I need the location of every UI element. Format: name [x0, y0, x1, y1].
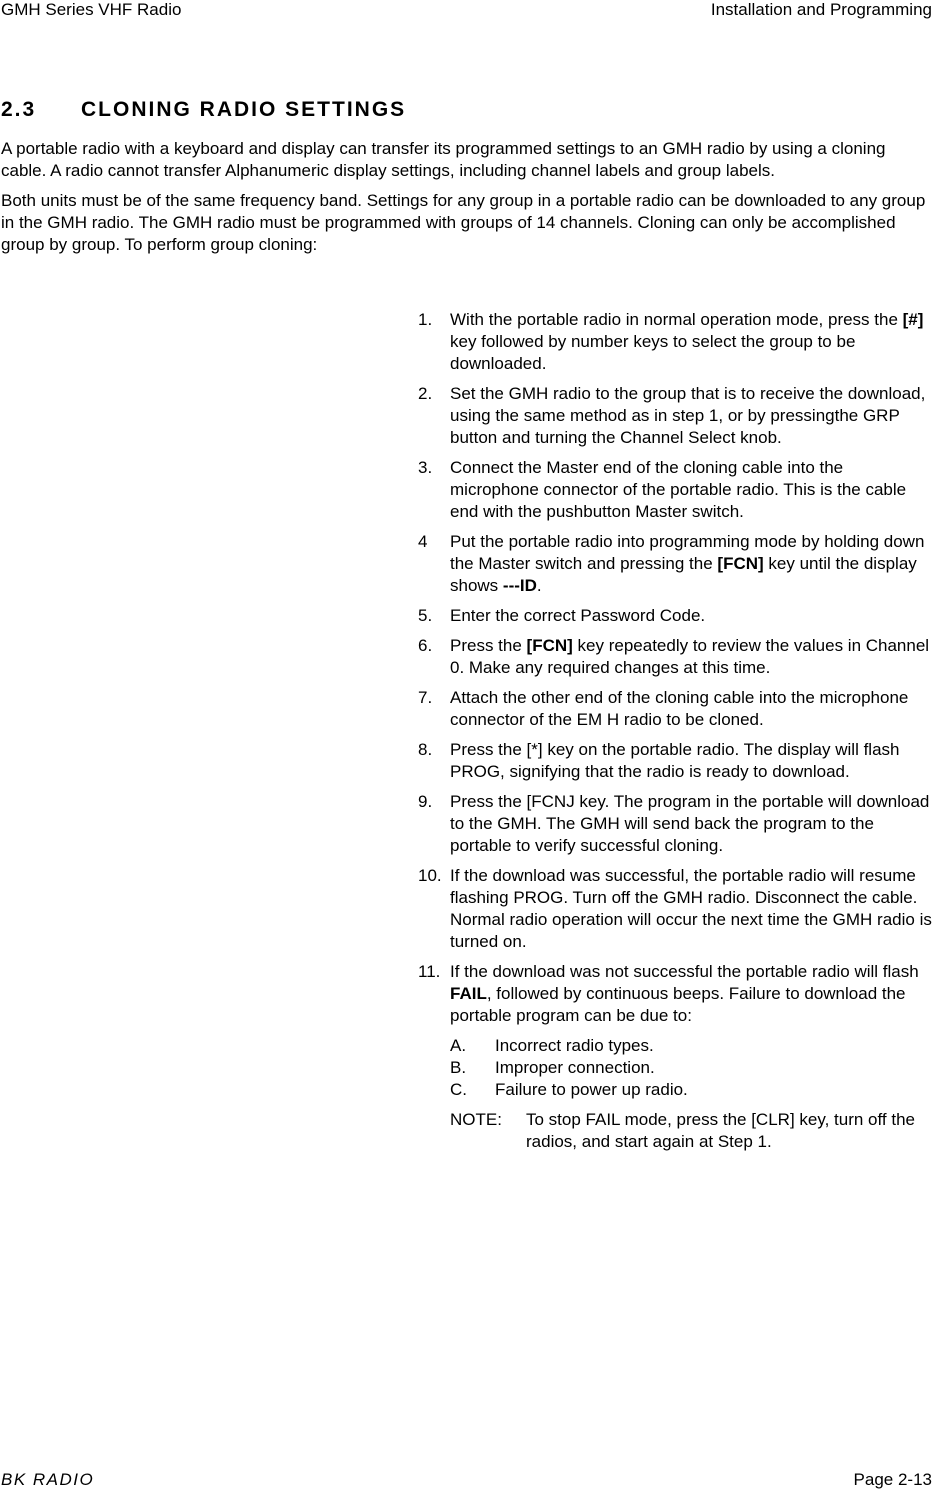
list-item-text: Incorrect radio types. — [495, 1036, 654, 1055]
step-text: . — [536, 576, 542, 595]
step-number: 6. — [418, 636, 433, 655]
step-number: 2. — [418, 384, 433, 403]
step-item — [418, 961, 934, 1153]
step-text: If the download was successful, the portable radio will resume flashing PROG. Turn off the GMH radio. Disconnect the cable. Normal radio operation will occur the next time the GMH radio is turned on. — [450, 866, 932, 951]
running-header-right: Installation and Programming — [710, 0, 932, 19]
list-letter: B. — [450, 1058, 467, 1077]
running-header-left: GMH Series VHF Radio — [1, 0, 182, 19]
step-text: If the download was not successful the portable radio will flash — [450, 962, 919, 981]
step-item — [418, 791, 934, 857]
step-text: Attach the other end of the cloning cable into the microphone connector of the EM H radio to be cloned. — [450, 688, 909, 729]
display-text: FAIL — [450, 984, 487, 1003]
section-number: 2.3 — [1, 98, 37, 121]
step-item — [418, 531, 934, 597]
page-number: Page 2-13 — [853, 1470, 932, 1489]
step-text: Connect the Master end of the cloning cable into the microphone connector of the portable radio. This is the cable end with the pushbutton Master switch. — [450, 458, 907, 521]
step-text: Press the [FCNJ key. The program in the portable will download to the GMH. The GMH will send back the program to the portable to verify successful cloning. — [450, 792, 930, 855]
key-label: [FCN] — [717, 554, 764, 573]
note-label: NOTE: — [450, 1110, 502, 1129]
step-item — [418, 865, 934, 953]
step-number: 10. — [418, 866, 442, 885]
running-footer-left: BK RADIO — [1, 1470, 95, 1489]
step-number: 9. — [418, 792, 433, 811]
step-item — [418, 605, 934, 627]
step-number: 3. — [418, 458, 433, 477]
step-item — [418, 383, 934, 449]
list-item — [450, 1057, 934, 1079]
cloning-steps-list — [418, 309, 934, 1161]
section-title: CLONING RADIO SETTINGS — [81, 98, 407, 121]
list-item-text: Improper connection. — [495, 1058, 655, 1077]
section-heading — [1, 97, 406, 123]
note-text: To stop FAIL mode, press the [CLR] key, turn off the radios, and start again at Step 1. — [526, 1110, 915, 1151]
failure-causes-list — [450, 1035, 934, 1101]
step-number: 11. — [418, 962, 441, 981]
key-label: [#] — [902, 310, 924, 329]
step-text: , followed by continuous beeps. Failure to download the portable program can be due to: — [450, 984, 906, 1025]
step-text: Press the [*] key on the portable radio. The display will flash PROG, signifying that the radio is ready to download. — [450, 740, 900, 781]
intro-paragraph-1: A portable radio with a keyboard and display can transfer its programmed settings to an GMH radio by using a cloning cable. A radio cannot transfer Alphanumeric display settings, including channel labels and group labels. — [1, 139, 886, 180]
intro-paragraph-2: Both units must be of the same frequency band. Settings for any group in a portable radio can be downloaded to any group in the GMH radio. The GMH radio must be programmed with groups of 14 channels. Cloning can only be accomplished group by group. To perform group cloning: — [1, 191, 926, 254]
step-text: Press the — [450, 636, 527, 655]
step-text: key repeatedly to review the values in Channel 0. Make any required changes at this time. — [450, 636, 930, 677]
step-item — [418, 687, 934, 731]
step-item — [418, 309, 934, 375]
step-text: key followed by number keys to select the group to be downloaded. — [450, 332, 856, 373]
key-label: [FCN] — [526, 636, 573, 655]
list-item — [450, 1035, 934, 1057]
step-text: Enter the correct Password Code. — [450, 606, 706, 625]
intro-text — [1, 138, 926, 264]
step-number: 4 — [418, 532, 428, 551]
step-number: 8. — [418, 740, 433, 759]
step-item — [418, 457, 934, 523]
step-item — [418, 739, 934, 783]
list-item — [450, 1079, 934, 1101]
step-item — [418, 635, 934, 679]
step-number: 5. — [418, 606, 433, 625]
display-text: ---ID — [502, 576, 537, 595]
step-number: 7. — [418, 688, 433, 707]
step-text: With the portable radio in normal operation mode, press the — [450, 310, 903, 329]
list-item-text: Failure to power up radio. — [495, 1080, 688, 1099]
step-text: key until the display shows — [450, 554, 917, 595]
step-number: 1. — [418, 310, 433, 329]
step-text: Set the GMH radio to the group that is to receive the download, using the same method as in step 1, or by pressingthe GRP button and turning the Channel Select knob. — [450, 384, 926, 447]
note-block — [450, 1109, 934, 1153]
step-text: Put the portable radio into programming mode by holding down the Master switch and pressing the — [450, 532, 925, 573]
list-letter: C. — [450, 1080, 467, 1099]
list-letter: A. — [450, 1036, 467, 1055]
